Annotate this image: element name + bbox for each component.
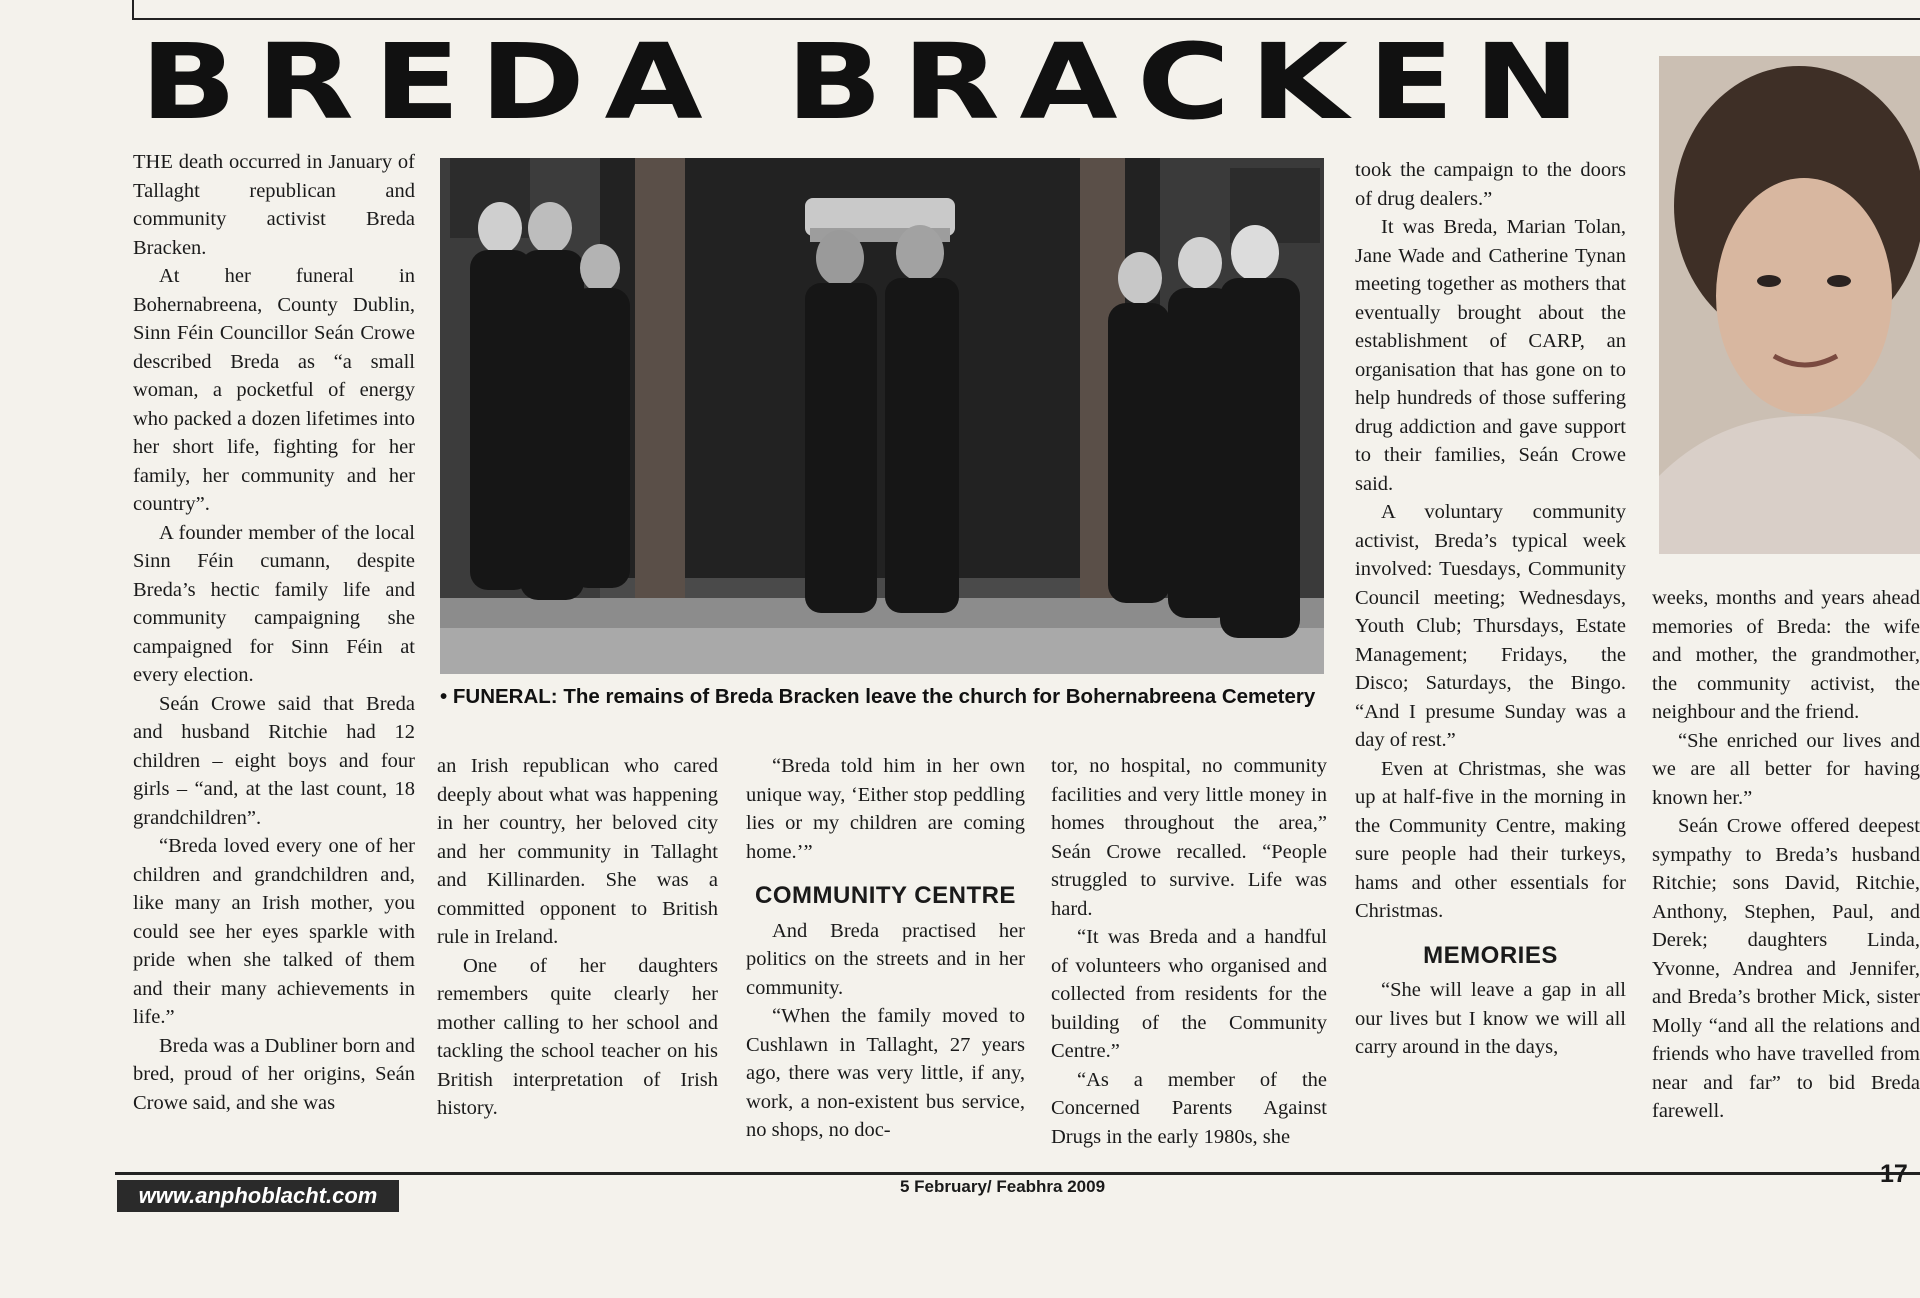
photo-caption: • FUNERAL: The remains of Breda Bracken leave the church for Bohernabreena Cemetery — [440, 685, 1316, 708]
column-2 — [437, 752, 718, 1123]
paragraph: THE death occurred in January of Tallaght republican and community activist Breda Bracken. — [133, 151, 415, 259]
paragraph: Seán Crowe said that Breda and husband Ritchie had 12 children – eight boys and four girls – “and, at the last count, 18 grandchildren”. — [133, 692, 415, 829]
footer-rule — [115, 1172, 1920, 1175]
issue-date: 5 February/ Feabhra 2009 — [900, 1177, 1106, 1196]
top-frame-rule — [132, 0, 1920, 20]
page-number: 17 — [1880, 1160, 1908, 1188]
paragraph: “Breda loved every one of her children and grandchildren and, like many an Irish mother, you could see her eyes sparkle with pride when she talked of them and their many achievements in life.” — [133, 835, 415, 1028]
funeral-photo — [440, 158, 1324, 674]
column-5 — [1355, 156, 1626, 1062]
paragraph: Breda was a Dubliner born and bred, proud of her origins, Seán Crowe said, and she was — [133, 1034, 415, 1114]
paragraph: Even at Christmas, she was up at half-five in the morning in the Community Centre, making sure people had their turkeys, hams and other essentials for Christmas. — [1355, 757, 1626, 922]
column-1 — [133, 148, 415, 1117]
paragraph: “She will leave a gap in all our lives but I know we will all carry around in the days, — [1355, 979, 1626, 1058]
paragraph: took the campaign to the doors of drug dealers.” — [1355, 159, 1626, 210]
article-headline: BREDA BRACKEN — [140, 21, 1600, 143]
paragraph: “It was Breda and a handful of volunteers who organised and collected from residents for the building of the Community Centre.” — [1051, 926, 1327, 1062]
paragraph: It was Breda, Marian Tolan, Jane Wade and Catherine Tynan meeting together as mothers that eventually brought about the establishment of CARP, an organisation that has gone on to help hundreds of those suffering drug addiction and gave support to their families, Seán Crowe said. — [1355, 216, 1626, 495]
paragraph: an Irish republican who cared deeply about what was happening in her country, her beloved city and her community in Tallaght and Killinarden. She was a committed opponent to British rule in Ireland. — [437, 755, 718, 948]
funeral-photo-image — [440, 158, 1324, 674]
paragraph: A founder member of the local Sinn Féin cumann, despite Breda’s hectic family life and community campaigning she campaigned for Sinn Féin at every election. — [133, 521, 415, 686]
portrait-image — [1659, 56, 1920, 554]
paragraph: One of her daughters remembers quite clearly her mother calling to her school and tackling the school teacher on his British interpretation of Irish history. — [437, 954, 718, 1119]
paragraph: weeks, months and years ahead memories of Breda: the wife and mother, the grandmother, the community activist, the neighbour and the friend. — [1652, 587, 1920, 723]
paragraph: A voluntary community activist, Breda’s typical week involved: Tuesdays, Community Council meeting; Wednesdays, Youth Club; Thursdays, Estate Management; Fridays, the Disco; Saturdays, the Bingo. “And I presume Sunday was a day of rest.” — [1355, 501, 1626, 751]
website-link[interactable]: www.anphoblacht.com — [117, 1180, 399, 1212]
paragraph: “As a member of the Concerned Parents Against Drugs in the early 1980s, she — [1051, 1068, 1327, 1148]
section-heading-community-centre: COMMUNITY CENTRE — [755, 882, 1016, 909]
paragraph: “When the family moved to Cushlawn in Tallaght, 27 years ago, there was very little, if any, work, a non-existent bus service, no shops, no doc- — [746, 1005, 1025, 1141]
paragraph: At her funeral in Bohernabreena, County Dublin, Sinn Féin Councillor Seán Crowe described Breda as “a small woman, a pocketful of energy who packed a dozen lifetimes into her short life, fighting for her family, her community and her country”. — [133, 265, 415, 515]
paragraph: And Breda practised her politics on the streets and in her community. — [746, 919, 1025, 999]
paragraph: tor, no hospital, no community facilities and very little money in homes throughout the area,” Seán Crowe recalled. “People struggled to survive. Life was hard. — [1051, 755, 1327, 920]
breda-portrait-photo — [1659, 56, 1920, 554]
paragraph: “She enriched our lives and we are all better for having known her.” — [1652, 729, 1920, 809]
paragraph: “Breda told him in her own unique way, ‘Either stop peddling lies or my children are coming home.’” — [746, 755, 1025, 863]
column-3 — [746, 752, 1025, 1145]
section-heading-memories: MEMORIES — [1423, 941, 1558, 969]
paragraph: Seán Crowe offered deepest sympathy to Breda’s husband Ritchie; sons David, Ritchie, Anthony, Stephen, Paul, and Derek; daughters Linda, Yvonne, Andrea and Jennifer, and Breda’s brother Mick, sister Molly “and all the relations and friends who have travelled from near and far” to bid Breda farewell. — [1652, 815, 1920, 1122]
column-4 — [1051, 752, 1327, 1151]
column-6 — [1652, 584, 1920, 1126]
